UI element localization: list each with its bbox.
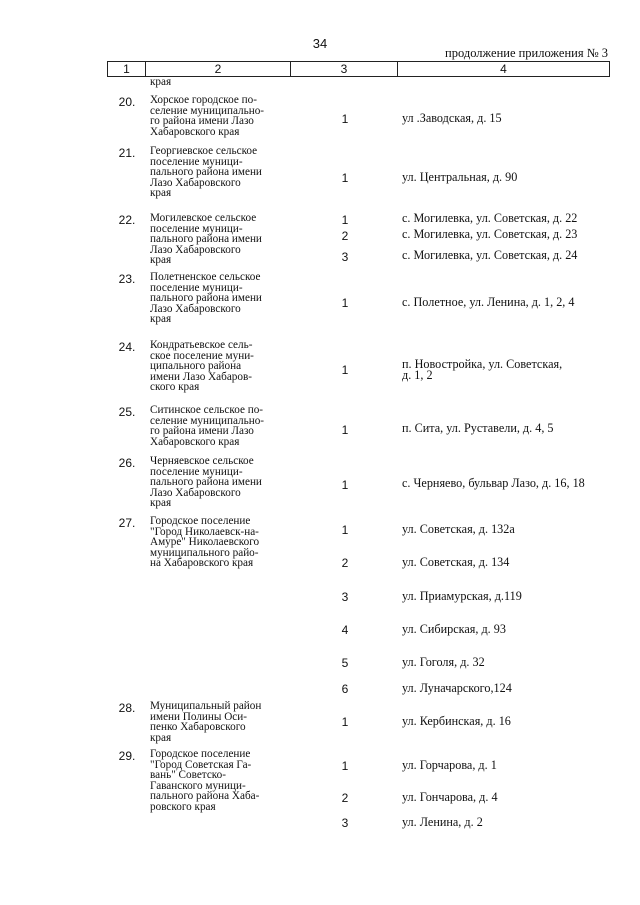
row-number: 22. [118,213,136,227]
row-number: 27. [118,516,136,530]
address: ул. Луначарского,124 [402,681,512,695]
organization-name: Городское поселение "Город Николаевск-на- Амуре" Николаевского муниципального райо- на Хабаровского края [150,515,260,570]
address: ул. Приамурская, д.119 [402,589,522,603]
continuation-note: продолжение приложения № 3 [445,46,608,60]
table-header [107,61,610,77]
item-number: 3 [341,250,349,264]
item-number: 3 [341,590,349,604]
item-number: 1 [341,112,349,126]
address: ул. Гоголя, д. 32 [402,655,485,669]
address: ул. Советская, д. 134 [402,555,510,569]
row-number: 29. [118,749,136,763]
address: с. Могилевка, ул. Советская, д. 22 [402,211,578,225]
header-col-3: 3 [340,62,348,76]
row-number: 23. [118,272,136,286]
address: с. Черняево, бульвар Лазо, д. 16, 18 [402,476,585,490]
item-number: 6 [341,682,349,696]
row-number: 25. [118,405,136,419]
row-number: 28. [118,701,136,715]
organization-name: Могилевское сельское поселение муници- пального района имени Лазо Хабаровского края [150,212,262,267]
address: ул. Сибирская, д. 93 [402,622,506,636]
organization-name: Кондратьевское сель- ское поселение муни- ципального района имени Лазо Хабаров- ского края [150,339,254,394]
address: ул. Ленина, д. 2 [402,815,483,829]
item-number: 1 [341,296,349,310]
organization-name: Полетненское сельское поселение муници- пального района имени Лазо Хабаровского края [150,271,262,326]
row-number: 21. [118,146,136,160]
item-number: 1 [341,213,349,227]
item-number: 1 [341,715,349,729]
item-number: 2 [341,791,349,805]
organization-name: Черняевское сельское поселение муници- пального района имени Лазо Хабаровского края [150,455,262,510]
item-number: 1 [341,759,349,773]
address: ул. Центральная, д. 90 [402,170,518,184]
item-number: 1 [341,363,349,377]
page-number: 34 [312,36,328,51]
item-number: 4 [341,623,349,637]
address: с. Могилевка, ул. Советская, д. 24 [402,248,578,262]
item-number: 3 [341,816,349,830]
address: ул. Горчарова, д. 1 [402,758,497,772]
item-number: 2 [341,556,349,570]
address: п. Новостройка, ул. Советская, д. 1, 2 [402,357,563,382]
item-number: 1 [341,423,349,437]
organization-name: Городское поселение "Город Советская Га- вань" Советско- Гаванского муници- пального района Хаба- ровского края [150,748,260,813]
organization-name: Ситинское сельское по- селение муниципально- го района имени Лазо Хабаровского края [150,404,265,448]
row-number: 26. [118,456,136,470]
organization-name: Георгиевское сельское поселение муници- пального района имени Лазо Хабаровского края [150,145,262,200]
address: ул .Заводская, д. 15 [402,111,502,125]
address: ул. Кербинская, д. 16 [402,714,511,728]
item-number: 1 [341,171,349,185]
organization-name: Муниципальный район имени Полины Оси- пенко Хабаровского края [150,700,262,744]
carryover-text: края [150,76,172,88]
organization-name: Хорское городское по- селение муниципально- го района имени Лазо Хабаровского края [150,94,265,138]
address: п. Сита, ул. Руставели, д. 4, 5 [402,421,554,435]
row-number: 20. [118,95,136,109]
item-number: 1 [341,478,349,492]
address: ул. Советская, д. 132а [402,522,515,536]
row-number: 24. [118,340,136,354]
address: ул. Гончарова, д. 4 [402,790,498,804]
item-number: 2 [341,229,349,243]
header-col-1: 1 [123,62,130,76]
address: с. Полетное, ул. Ленина, д. 1, 2, 4 [402,295,575,309]
item-number: 1 [341,523,349,537]
item-number: 5 [341,656,349,670]
address: с. Могилевка, ул. Советская, д. 23 [402,227,578,241]
header-col-2: 2 [214,62,222,76]
header-col-4: 4 [500,62,507,76]
